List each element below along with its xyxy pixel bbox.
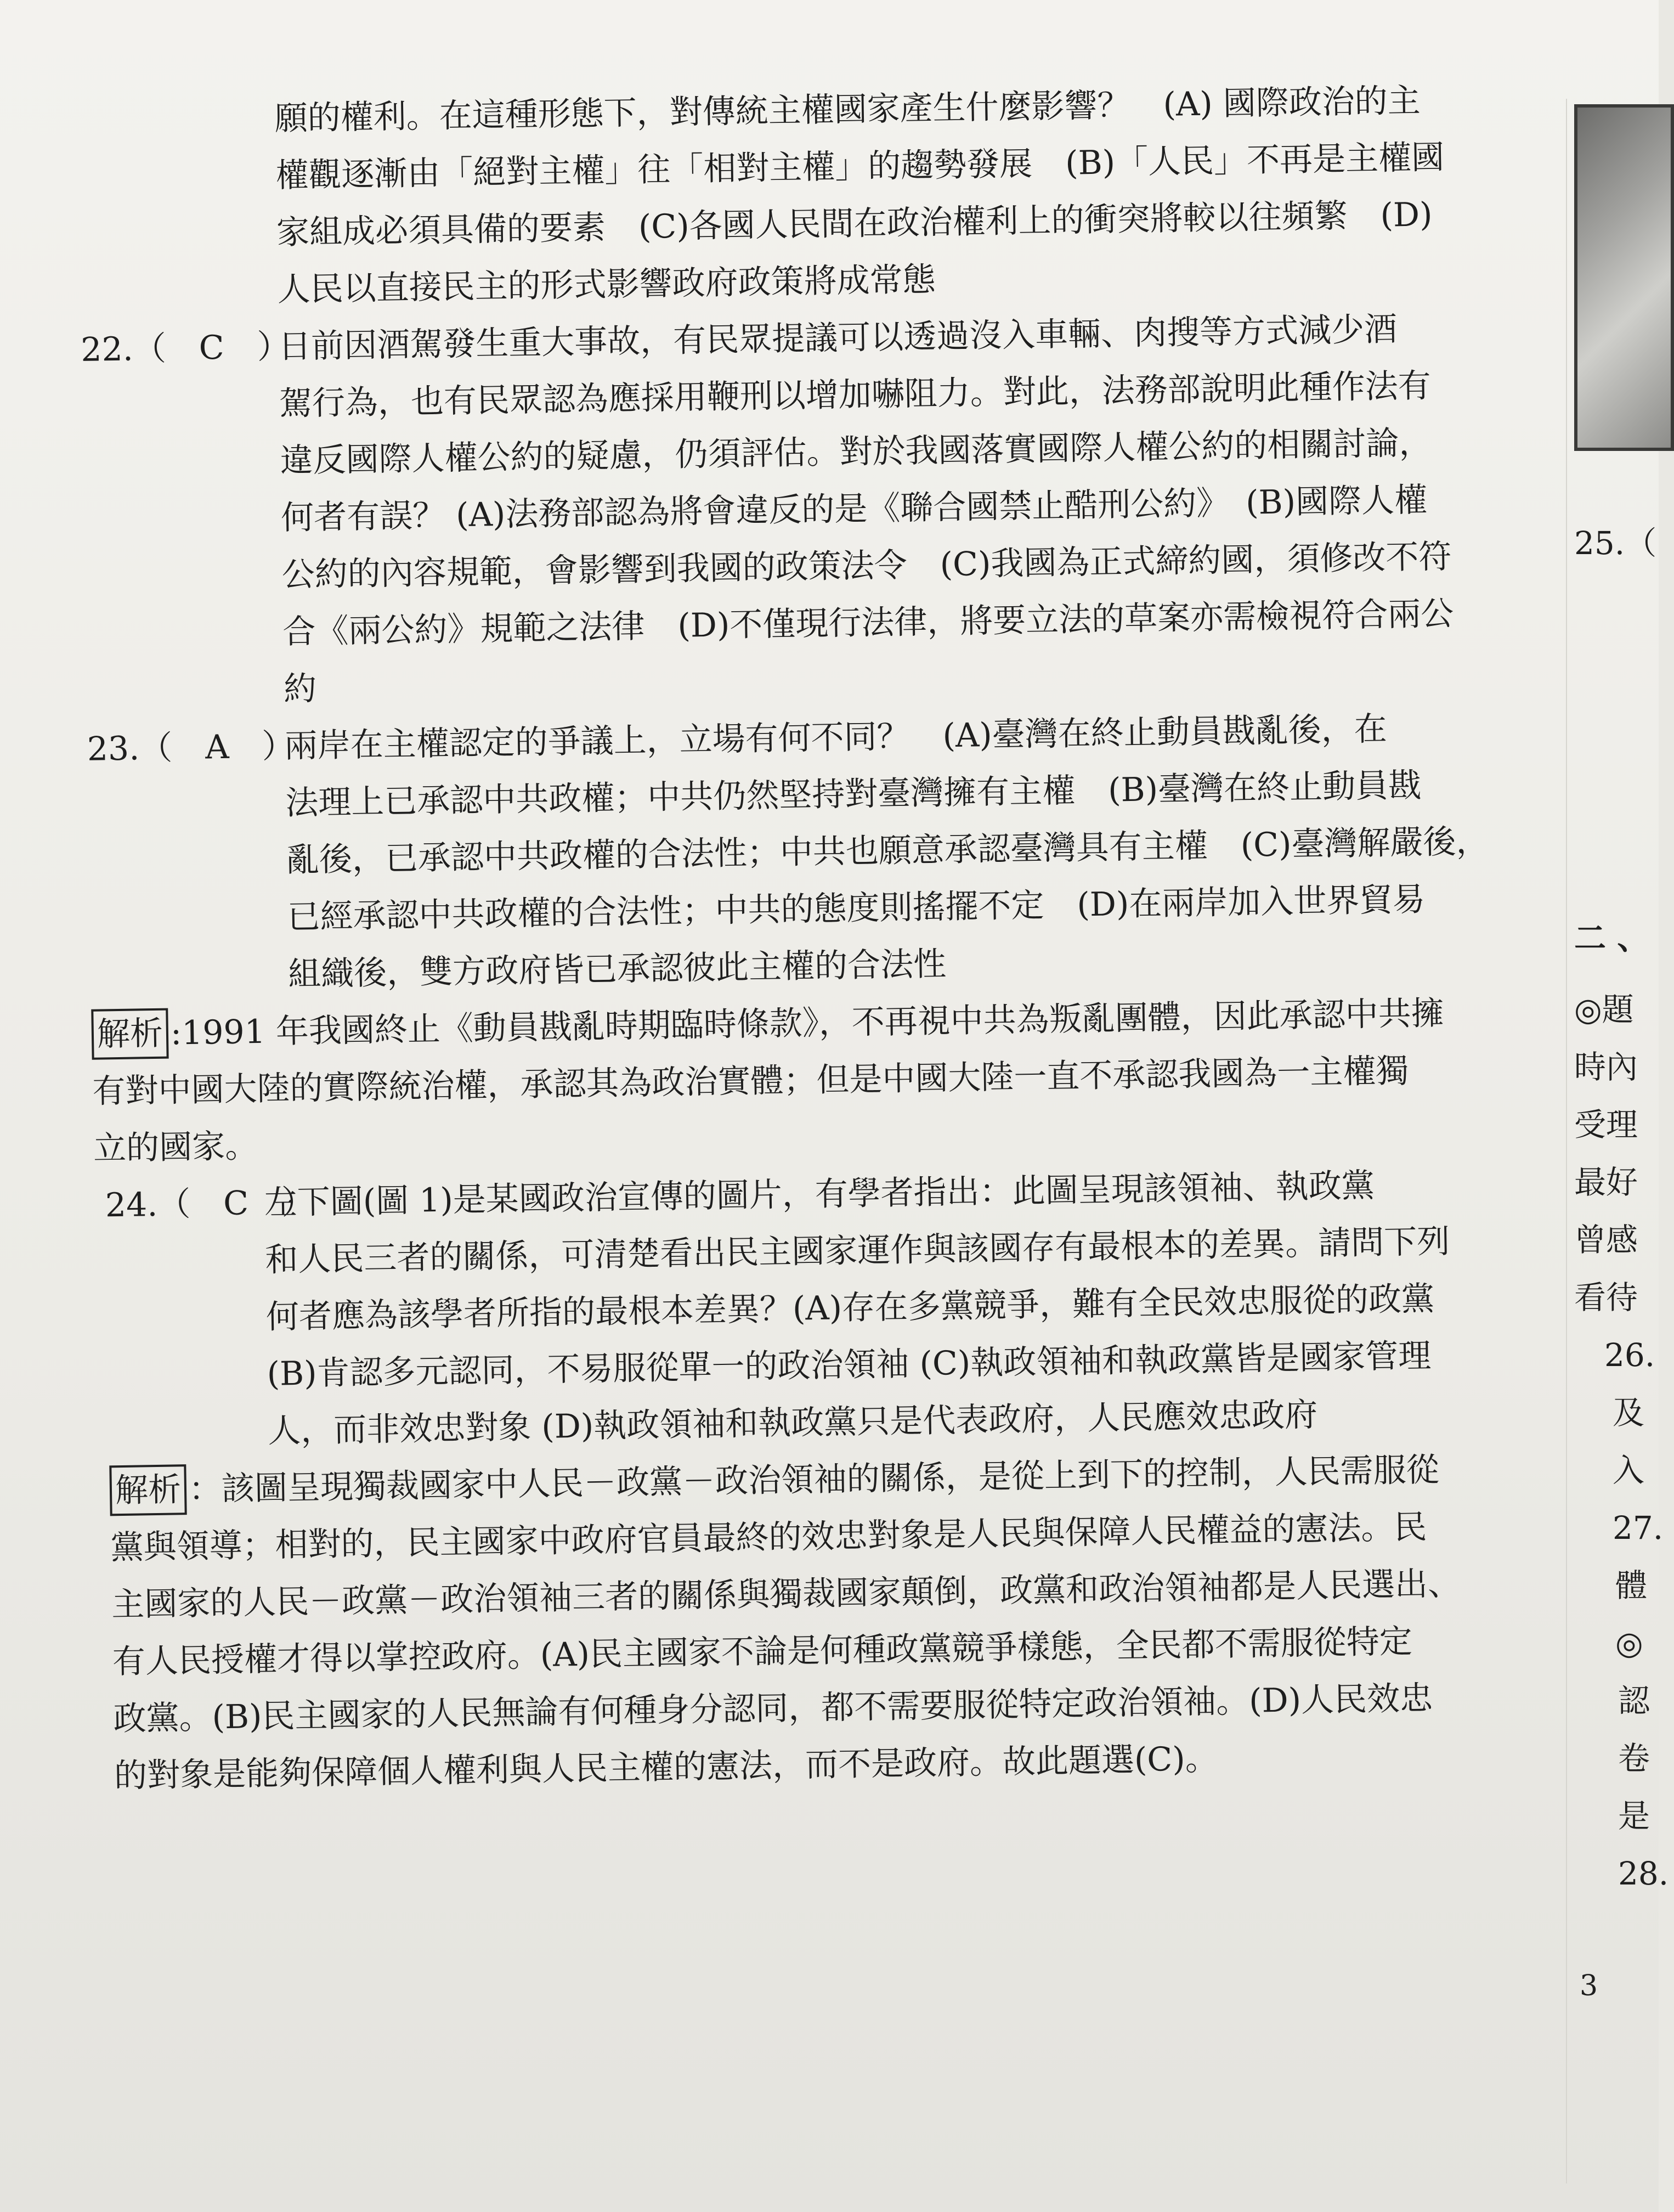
page-number: 3 (1580, 1970, 1598, 2002)
text-line: 組織後，雙方政府皆已承認彼此主權的合法性 (287, 945, 947, 994)
text-line: (B)肯認多元認同，不易服從單一的政治領袖 (C)執政領袖和執政黨皆是國家管理 (267, 1336, 1432, 1393)
text-line: 何者有誤？ (A)法務部認為將會違反的是《聯合國禁止酷刑公約》 (B)國際人權 (280, 481, 1428, 538)
analysis-line: 立的國家。 (93, 1127, 258, 1168)
text-line: 願的權利。在這種形態下，對傳統主權國家產生什麼影響？ (A) 國際政治的主 (274, 81, 1421, 138)
text-line: 何者應為該學者所指的最根本差異？(A)存在多黨競爭，難有全民效忠服從的政黨 (265, 1279, 1435, 1336)
fragment: 認 (1618, 1682, 1650, 1719)
question-number: 23.（ A ） (87, 726, 296, 769)
text-line: 權觀逐漸由「絕對主權」往「相對主權」的趨勢發展 (B)「人民」不再是主權國 (275, 138, 1445, 195)
question-number: 24.（ C ） (105, 1183, 315, 1225)
fragment: 體 (1615, 1567, 1648, 1604)
fragment: 時內 (1574, 1048, 1638, 1086)
analysis-23 (91, 983, 1575, 1177)
analysis-label: 解析 (91, 1008, 168, 1060)
analysis-line: 的對象是能夠保障個人權利與人民主權的憲法，而不是政府。故此題選(C)。 (114, 1739, 1219, 1796)
text-line: 兩岸在主權認定的爭議上，立場有何不同？ (A)臺灣在終止動員戡亂後，在 (284, 709, 1388, 766)
fragment: 26. (1604, 1336, 1655, 1374)
question-22 (81, 298, 1568, 721)
fragment: 最好 (1574, 1164, 1638, 1201)
analysis-line: 有人民授權才得以掌控政府。(A)民主國家不論是何種政黨競爭樣態，全民都不需服從特定 (112, 1622, 1413, 1681)
fragment: 曾感 (1574, 1221, 1638, 1259)
text-line: 人民以直接民主的形式影響政府政策將成常態 (277, 260, 936, 309)
text-line: 亂後，已承認中共政權的合法性；中共也願意承認臺灣具有主權 (C)臺灣解嚴後， (286, 822, 1490, 880)
text-line: 左下圖(圖 1)是某國政治宣傳的圖片，有學者指出：此圖呈現該領袖、執政黨 (264, 1166, 1375, 1222)
fragment: 28. (1618, 1855, 1669, 1892)
analysis-line: 政黨。(B)民主國家的人民無論有何種身分認同，都不需要服從特定政治領袖。(D)人民效忠 (113, 1679, 1433, 1739)
section-heading: 二 、 (1574, 919, 1649, 957)
fragment: 入 (1613, 1452, 1645, 1489)
text-line: 和人民三者的關係，可清楚看出民主國家運作與該國存有最根本的差異。請問下列 (264, 1222, 1450, 1279)
fragment: 受理 (1574, 1106, 1638, 1143)
text-line: 合《兩公約》規範之法律 (D)不僅現行法律，將要立法的草案亦需檢視符合兩公 (282, 594, 1454, 652)
fragment: ◎ (1615, 1624, 1643, 1662)
fragment: 卷 (1618, 1740, 1650, 1777)
exam-main-column (77, 70, 1585, 1805)
fragment: 27. (1613, 1509, 1664, 1547)
text-line: 家組成必須具備的要素 (C)各國人民間在政治權利上的衝突將較以往頻繁 (D) (276, 195, 1433, 252)
analysis-24 (109, 1439, 1584, 1804)
analysis-label: 解析 (109, 1464, 186, 1516)
question-23 (87, 697, 1572, 1006)
analysis-line: 有對中國大陸的實際統治權，承認其為政治實體；但是中國大陸一直不承認我國為一主權獨 (92, 1052, 1409, 1111)
text-line: 已經承認中共政權的合法性；中共的態度則搖擺不定 (D)在兩岸加入世界貿易 (287, 880, 1426, 937)
fragment: ◎題 (1574, 991, 1634, 1028)
text-line: 駕行為，也有民眾認為應採用鞭刑以增加嚇阻力。對此，法務部說明此種作法有 (279, 366, 1432, 424)
analysis-text: :1991 年我國終止《動員戡亂時期臨時條款》，不再視中共為叛亂團體，因此承認中共擁 (170, 994, 1445, 1053)
question-number: 22.（ C ） (80, 327, 291, 369)
fragment: 是 (1618, 1797, 1650, 1835)
analysis-line: 黨與領導；相對的，民主國家中政府官員最終的效忠對象是人民與保障人民權益的憲法。民 (110, 1508, 1427, 1567)
analysis-line: 主國家的人民－政黨－政治領袖三者的關係與獨裁國家顛倒，政黨和政治領袖都是人民選出、 (111, 1564, 1461, 1624)
cut-off-photo (1574, 104, 1674, 451)
analysis-text: ：該圖呈現獨裁國家中人民－政黨－政治領袖的關係，是從上到下的控制，人民需服從 (188, 1451, 1440, 1509)
question-24 (105, 1154, 1579, 1462)
text-line: 人，而非效忠對象 (D)執政領袖和執政黨只是代表政府，人民應效忠政府 (267, 1395, 1318, 1451)
text-line: 日前因酒駕發生重大事故，有民眾提議可以透過沒入車輛、肉搜等方式減少酒 (278, 310, 1398, 366)
q21-continued (274, 70, 1561, 319)
text-line: 法理上已承認中共政權；中共仍然堅持對臺灣擁有主權 (B)臺灣在終止動員戡 (285, 766, 1422, 823)
text-line: 違反國際人權公約的疑慮，仍須評估。對於我國落實國際人權公約的相關討論， (280, 424, 1432, 481)
fragment: 及 (1613, 1394, 1645, 1431)
text-line: 公約的內容規範，會影響到我國的政策法令 (C)我國為正式締約國，須修改不符 (281, 537, 1452, 595)
fragment: 看待 (1574, 1279, 1638, 1316)
q25-number: 25.（ (1574, 524, 1657, 562)
text-line: 約 (283, 669, 317, 709)
